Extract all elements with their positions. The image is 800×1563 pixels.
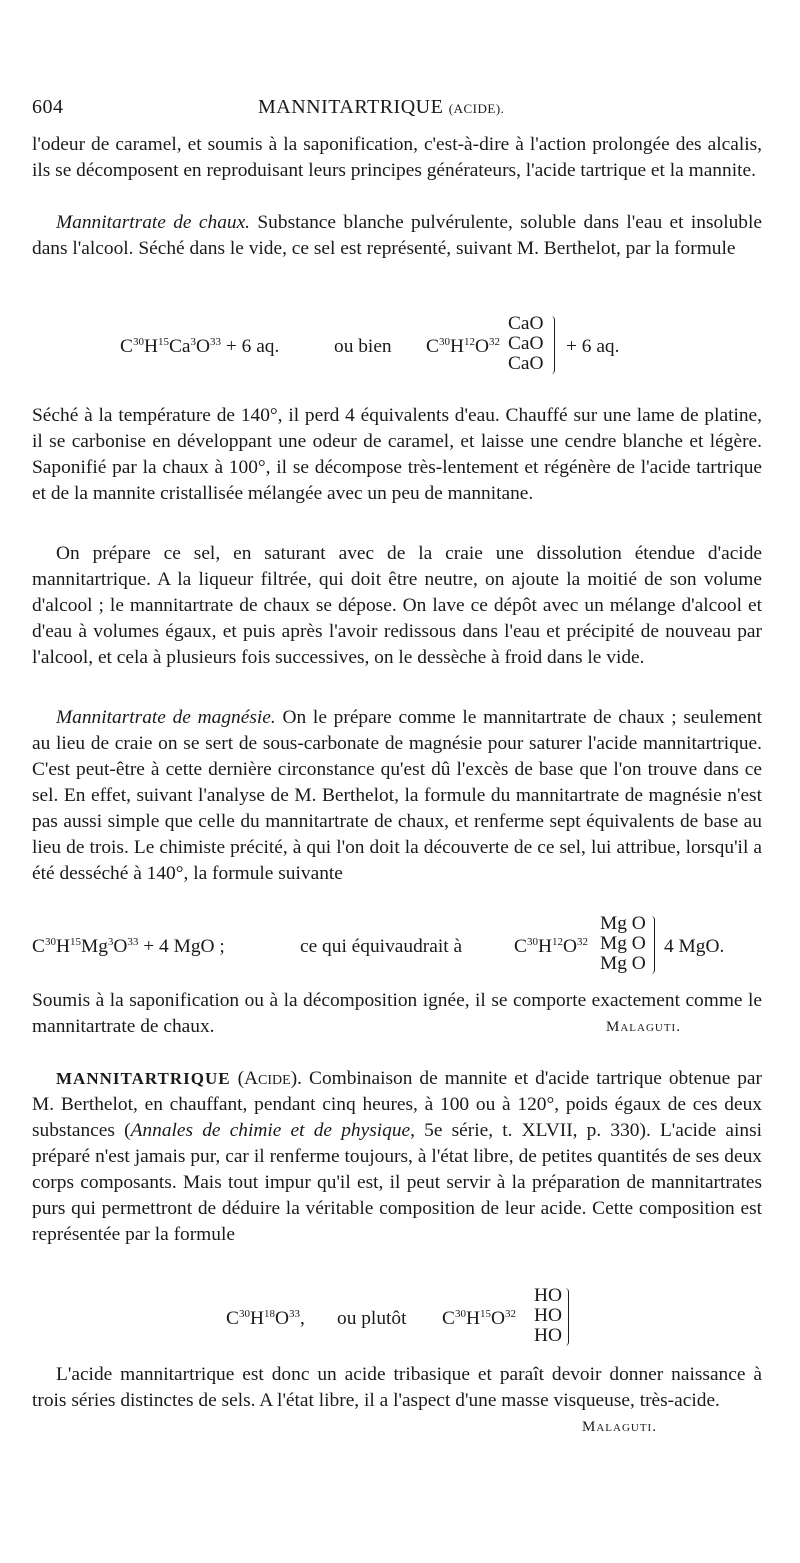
- formula-magnesie-stack: [600, 914, 646, 974]
- running-title: [258, 96, 504, 119]
- citation: Annales de chimie et de physique: [130, 1120, 411, 1141]
- formula-chaux-left: $C^{30}H^{15}Ca^3O^{33} + 6$ aq.: [120, 336, 280, 357]
- formula-magnesie-left: $C^{30}H^{15}Mg^3O^{33} + 4$ MgO ;: [32, 936, 225, 957]
- signature: Malaguti.: [606, 1019, 681, 1035]
- stack-item: Mg O: [600, 913, 646, 934]
- paragraph-saponification: Soumis à la saponification ou à la décomposition ignée, il se comporte exactement comme le mannitartrate de chaux.: [32, 990, 762, 1037]
- brace: [648, 916, 655, 974]
- formula-magnesie-left-mgo: + 4 MgO ;: [143, 936, 225, 957]
- paragraph-sechage: Séché à la température de 140°, il perd 4 équivalents d'eau. Chauffé sur une lame de platine, il se carbonise en développant une odeur de caramel, et laisse une cendre blanche et légère. Saponifié par la chaux à 100°, il se décompose très-lentement et régénère de l'acide tartrique et de la mannite cristallisée mélangée avec un peu de mannitane.: [32, 405, 762, 504]
- formula-magnesie: [0, 908, 800, 984]
- formula-acide-ou-plutot: ou plutôt: [337, 1308, 407, 1329]
- formula-magnesie-right: 4 MgO.: [664, 936, 725, 957]
- formula-magnesie-mid: $C^{30}H^{12}O^{32}$: [514, 936, 588, 957]
- paragraph-caramel: l'odeur de caramel, et soumis à la saponification, c'est-à-dire à l'action prolongée des alcalis, ils se décomposent en reproduisant leurs principes générateurs, l'acide tartrique et la mannite.: [32, 134, 762, 181]
- stack-item: HO: [534, 1305, 563, 1326]
- formula-chaux-stack: [508, 314, 544, 374]
- paragraph-acide-mannitartrique: [32, 1066, 762, 1248]
- text-acide-b: , 5e série, t. XLVII, p. 330). L'acide ainsi préparé n'est jamais pur, car il renferme toujours, à l'état libre, de petites quantités de ses deux corps composants. Mais tout impur qu'il est, il peut servir à la préparation de mannitartrates purs qui permettront de déduire la véritable composition de leur acide. Cette composition est représentée par la formule: [32, 1120, 763, 1245]
- formula-chaux-left-aq: + 6 aq.: [225, 336, 280, 357]
- stack-item: Mg O: [600, 933, 646, 954]
- stack-item: CaO: [508, 313, 544, 334]
- stack-item: HO: [534, 1285, 563, 1306]
- brace: [548, 316, 555, 374]
- term-mannitartrate-magnesie: Mannitartrate de magnésie.: [56, 707, 276, 728]
- text-acide-a: Combinaison de mannite et d'acide tartrique obtenue par M. Berthelot, en chauffant, pendant cinq heures, à 100 ou à 120°, poids égaux de ces deux substances (: [32, 1068, 762, 1141]
- headword-label: (Acide).: [237, 1068, 303, 1089]
- stack-item: HO: [534, 1325, 563, 1346]
- headword: MANNITARTRIQUE: [56, 1069, 231, 1088]
- formula-chaux: [0, 308, 800, 384]
- formula-chaux-right: + 6 aq.: [566, 336, 620, 357]
- paragraph-tribasique: L'acide mannitartrique est donc un acide tribasique et paraît devoir donner naissance à trois séries distinctes de sels. A l'état libre, il a l'aspect d'une masse visqueuse, très-acide.: [32, 1364, 762, 1411]
- stack-item: CaO: [508, 333, 544, 354]
- formula-chaux-ou-bien: ou bien: [334, 336, 392, 357]
- signature: Malaguti.: [582, 1419, 657, 1435]
- formula-magnesie-middle: ce qui équivaudrait à: [300, 936, 463, 957]
- formula-acide-stack: [534, 1286, 562, 1346]
- running-title-word: MANNITARTRIQUE: [258, 96, 444, 118]
- term-mannitartrate-chaux: Mannitartrate de chaux.: [56, 212, 251, 233]
- stack-item: Mg O: [600, 953, 646, 974]
- stack-item: CaO: [508, 353, 544, 374]
- page-number: 604: [32, 96, 64, 118]
- text-mannitartrate-magnesie: On le prépare comme le mannitartrate de chaux ; seulement au lieu de craie on se sert de sous-carbonate de magnésie pour saturer l'acide mannitartrique. C'est peut-être à cette dernière circonstance qu'est dû l'excès de base que l'on trouve dans ce sel. En effet, suivant l'analyse de M. Berthelot, la formule du mannitartrate de magnésie n'est pas aussi simple que celle du mannitartrate de chaux, et renferme sept équivalents de base au lieu de trois. Le chimiste précité, à qui l'on doit la découverte de ce sel, lui attribue, lorsqu'il a été desséché à 140°, la formule suivante: [32, 707, 762, 884]
- formula-chaux-mid: $C^{30}H^{12}O^{32}$: [426, 336, 500, 357]
- formula-acide: [0, 1280, 800, 1356]
- paragraph-mannitartrate-magnesie: [32, 705, 762, 887]
- paragraph-preparation: On prépare ce sel, en saturant avec de la craie une dissolution étendue d'acide mannitartrique. A la liqueur filtrée, qui doit être neutre, on ajoute la moitié de son volume d'alcool ; le mannitartrate de chaux se dépose. On lave ce dépôt avec un mélange d'alcool et d'eau à volumes égaux, et puis après l'avoir redissous dans l'eau et précipité de nouveau par l'alcool, et cela à plusieurs fois successives, on le dessèche à froid dans le vide.: [32, 543, 762, 668]
- text-mannitartrate-chaux: Substance blanche pulvérulente, soluble dans l'eau et insoluble dans l'alcool. Séché dans le vide, ce sel est représenté, suivant M. Berthelot, par la formule: [32, 212, 762, 259]
- running-title-suffix: (ACIDE).: [448, 101, 505, 116]
- formula-acide-left: $C^{30}H^{18}O^{33}$,: [226, 1308, 305, 1329]
- running-header: [32, 96, 762, 124]
- paragraph-mannitartrate-chaux: [32, 210, 762, 262]
- formula-acide-mid: $C^{30}H^{15}O^{32}$: [442, 1308, 516, 1329]
- brace: [562, 1288, 569, 1346]
